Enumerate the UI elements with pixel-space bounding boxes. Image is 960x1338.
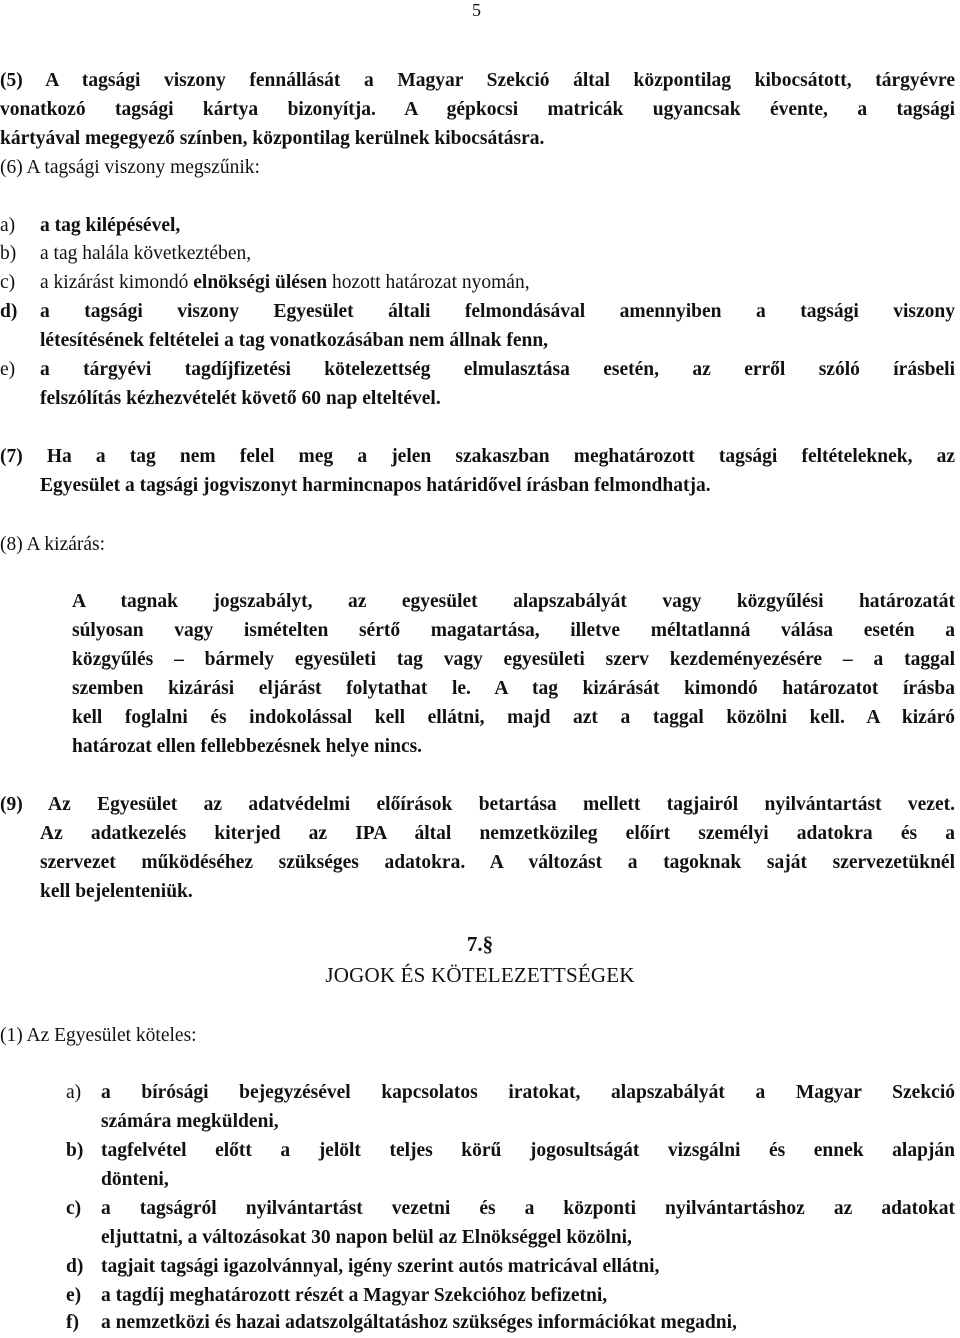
s1-c-line-1: a tagságról nyilvántartást vezetni és a központi nyilvántartáshoz az adatokat [101, 1198, 955, 1219]
s1-d-text: tagjait tagsági igazolvánnyal, igény szerint autós matricával ellátni, [101, 1256, 660, 1277]
p8-line-1: A tagnak jogszabályt, az egyesület alapszabályát vagy közgyűlési határozatát [72, 591, 955, 612]
p6-e-label: e) [0, 359, 16, 380]
p5-line-3: kártyával megegyező színben, központilag kerülnek kibocsátásra. [0, 128, 545, 149]
s1-e-text: a tagdíj meghatározott részét a Magyar Szekcióhoz befizetni, [101, 1285, 608, 1306]
p7-line-1: (7) Ha a tag nem felel meg a jelen szakaszban meghatározott tagsági feltételeknek, az [0, 446, 955, 467]
section-number: 7.§ [466, 932, 494, 956]
p9-line-1: (9) Az Egyesület az adatvédelmi előírások betartása mellett tagjairól nyilvántartást vezet. [0, 794, 955, 815]
p6-e-line-2: felszólítás kézhezvételét követő 60 nap elteltével. [40, 388, 441, 409]
p5-line-2: vonatkozó tagsági kártya bizonyítja. A gépkocsi matricák ugyancsak évente, a tagsági [0, 99, 955, 120]
p8-line-5: kell foglalni és indokolással kell ellátni, majd azt a taggal közölni kell. A kizáró [72, 707, 955, 728]
s1-f-label: f) [66, 1312, 79, 1333]
p6-c-text-1: a kizárást kimondó [40, 272, 189, 293]
p8-line-3: közgyűlés – bármely egyesületi tag vagy egyesületi szerv kezdeményezésére – a taggal [72, 649, 955, 670]
p6-b-label: b) [0, 243, 17, 264]
s1-c-label: c) [66, 1198, 82, 1219]
s1-e-label: e) [66, 1285, 82, 1306]
p9-line-4: kell bejelenteniük. [40, 881, 193, 902]
s1-c-line-2: eljuttatni, a változásokat 30 napon belül az Elnökséggel közölni, [101, 1227, 632, 1248]
p6-c-text [40, 270, 530, 296]
page-number: 5 [472, 0, 481, 20]
p9-line-2: Az adatkezelés kiterjed az IPA által nemzetközileg előírt személyi adatokra és a [40, 823, 955, 844]
p6-b-text: a tag halála következtében, [40, 243, 252, 264]
p8-line-6: határozat ellen fellebbezésnek helye nincs. [72, 736, 423, 757]
s1-b-label: b) [66, 1140, 84, 1161]
p8-line-2: súlyosan vagy ismételten sértő magatartása, illetve méltatlanná válása esetén a [72, 620, 955, 641]
p8-line-4: szemben kizárási eljárást folytathat le. A tag kizárását kimondó határozatot írásba [72, 678, 955, 699]
p5-line-1: (5) A tagsági viszony fennállását a Magyar Szekció által központilag kibocsátott, tárgyévre [0, 70, 955, 91]
p6-c-text-2: hozott határozat nyomán, [331, 272, 530, 293]
p6-e-line-1: a tárgyévi tagdíjfizetési kötelezettség elmulasztása esetén, az erről szóló írásbeli [40, 359, 955, 380]
s1-d-label: d) [66, 1256, 84, 1277]
s1-a-label: a) [66, 1082, 82, 1103]
p6-c-label: c) [0, 272, 16, 293]
section-title: JOGOK ÉS KÖTELEZETTSÉGEK [325, 963, 635, 987]
p6-d-line-2: létesítésének feltételei a tag vonatkozásában nem állnak fenn, [40, 330, 549, 351]
p6-d-label: d) [0, 301, 18, 322]
p7-line-2: Egyesület a tagsági jogviszonyt harmincnapos határidővel írásban felmondhatja. [40, 475, 711, 496]
s1-a-line-1: a bírósági bejegyzésével kapcsolatos iratokat, alapszabályát a Magyar Szekció [101, 1082, 955, 1103]
p8-title: (8) A kizárás: [0, 534, 106, 555]
s1-b-line-2: dönteni, [101, 1169, 169, 1190]
p9-line-3: szervezet működéséhez szükséges adatokra. A változást a tagoknak saját szervezetüknél [40, 852, 955, 873]
s1-b-line-1: tagfelvétel előtt a jelölt teljes körű jogosultságát vizsgálni és ennek alapján [101, 1140, 955, 1161]
p6-a-label: a) [0, 215, 16, 236]
p6-d-line-1: a tagsági viszony Egyesület általi felmondásával amennyiben a tagsági viszony [40, 301, 955, 322]
p6-title: (6) A tagsági viszony megszűnik: [0, 157, 260, 178]
p6-c-bold: elnökségi ülésen [193, 272, 328, 293]
s1-title: (1) Az Egyesület köteles: [0, 1025, 197, 1046]
p6-a-text: a tag kilépésével, [40, 215, 181, 236]
s1-a-line-2: számára megküldeni, [101, 1111, 279, 1132]
s1-f-text: a nemzetközi és hazai adatszolgáltatáshoz szükséges információkat megadni, [101, 1312, 737, 1333]
